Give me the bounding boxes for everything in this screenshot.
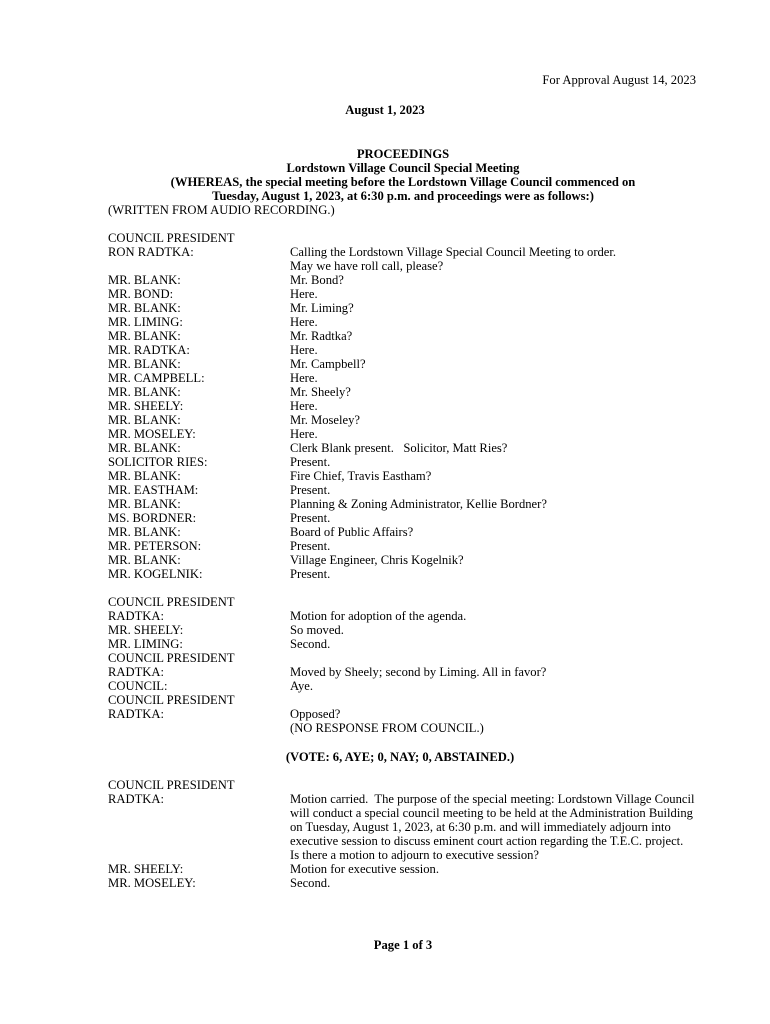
- transcript-row: [108, 483, 708, 497]
- transcript-row: [108, 553, 708, 567]
- transcript-row: [108, 413, 708, 427]
- vote-result: (VOTE: 6, AYE; 0, NAY; 0, ABSTAINED.): [285, 750, 515, 764]
- spoken-text: Motion carried. The purpose of the special meeting: Lordstown Village Council will conduct a special council meeting to be held at the Administration Building on Tuesday, August 1, 2023, at 6:30 p.m. and will immediately adjourn into executive session to discuss eminent court action regarding the T.E.C. project. Is there a motion to adjourn to executive session?: [290, 792, 695, 862]
- spoken-text: Mr. Campbell?: [290, 357, 366, 371]
- spoken-text: Here.: [290, 399, 318, 413]
- heading-line-3: (WHEREAS, the special meeting before the Lordstown Village Council commenced on: [170, 175, 636, 189]
- speaker-label: MR. MOSELEY:: [108, 427, 196, 441]
- spoken-text: Opposed? (NO RESPONSE FROM COUNCIL.): [290, 707, 484, 735]
- speaker-label: COUNCIL PRESIDENT RADTKA:: [108, 651, 235, 679]
- speaker-label: MR. BLANK:: [108, 469, 181, 483]
- transcript-row: [108, 315, 708, 329]
- transcript-row: [108, 595, 708, 623]
- spoken-text: Calling the Lordstown Village Special Council Meeting to order. May we have roll call, please?: [290, 245, 617, 273]
- transcript-row: [108, 525, 708, 539]
- spoken-text: Second.: [290, 637, 331, 651]
- roll-call-section: [108, 231, 708, 581]
- spoken-text: Mr. Radtka?: [290, 329, 353, 343]
- spoken-text: Mr. Sheely?: [290, 385, 351, 399]
- speaker-label: MS. BORDNER:: [108, 511, 197, 525]
- speaker-label: MR. BLANK:: [108, 385, 181, 399]
- speaker-label: MR. EASTHAM:: [108, 483, 199, 497]
- speaker-label: MR. CAMPBELL:: [108, 371, 205, 385]
- spoken-text: Present.: [290, 483, 331, 497]
- speaker-label: MR. BLANK:: [108, 553, 181, 567]
- spoken-text: Aye.: [290, 679, 313, 693]
- speaker-label: MR. BLANK:: [108, 329, 181, 343]
- transcript-row: [108, 301, 708, 315]
- transcript-row: [108, 637, 708, 651]
- transcript-row: [108, 567, 708, 581]
- transcript-row: [108, 385, 708, 399]
- speaker-label: MR. BOND:: [108, 287, 174, 301]
- speaker-label: COUNCIL PRESIDENT RON RADTKA:: [108, 231, 235, 259]
- spoken-text: Fire Chief, Travis Eastham?: [290, 469, 432, 483]
- speaker-label: SOLICITOR RIES:: [108, 455, 208, 469]
- agenda-motion-section: [108, 595, 708, 735]
- spoken-text: Here.: [290, 343, 318, 357]
- transcript-row: [108, 231, 708, 273]
- speaker-label: MR. SHEELY:: [108, 623, 184, 637]
- speaker-label: COUNCIL:: [108, 679, 168, 693]
- transcript-row: [108, 455, 708, 469]
- spoken-text: Here.: [290, 287, 318, 301]
- transcript-row: [108, 287, 708, 301]
- speaker-label: COUNCIL PRESIDENT RADTKA:: [108, 595, 235, 623]
- speaker-label: MR. PETERSON:: [108, 539, 202, 553]
- spoken-text: Here.: [290, 371, 318, 385]
- speaker-label: COUNCIL PRESIDENT RADTKA:: [108, 693, 235, 721]
- transcript-row: [108, 273, 708, 287]
- approval-note: For Approval August 14, 2023: [542, 73, 696, 87]
- spoken-text: Moved by Sheely; second by Liming. All in favor?: [290, 665, 547, 679]
- speaker-label: MR. BLANK:: [108, 357, 181, 371]
- spoken-text: Motion for executive session.: [290, 862, 439, 876]
- spoken-text: Mr. Liming?: [290, 301, 354, 315]
- spoken-text: Second.: [290, 876, 331, 890]
- meeting-date: August 1, 2023: [345, 103, 425, 117]
- speaker-label: MR. RADTKA:: [108, 343, 190, 357]
- transcript-row: [108, 693, 708, 735]
- transcript-row: [108, 427, 708, 441]
- spoken-text: Present.: [290, 539, 331, 553]
- transcript-row: [108, 371, 708, 385]
- speaker-label: MR. BLANK:: [108, 497, 181, 511]
- spoken-text: Mr. Bond?: [290, 273, 344, 287]
- speaker-label: MR. BLANK:: [108, 273, 181, 287]
- page-number: Page 1 of 3: [373, 938, 433, 952]
- transcript-row: [108, 539, 708, 553]
- spoken-text: Present.: [290, 455, 331, 469]
- document-heading: [108, 147, 698, 203]
- transcript-row: [108, 778, 708, 862]
- spoken-text: Village Engineer, Chris Kogelnik?: [290, 553, 464, 567]
- speaker-label: MR. BLANK:: [108, 413, 181, 427]
- transcript-row: [108, 441, 708, 455]
- transcript-row: [108, 399, 708, 413]
- transcript-row: [108, 876, 708, 890]
- transcript-row: [108, 511, 708, 525]
- transcript-row: [108, 357, 708, 371]
- transcript-row: [108, 343, 708, 357]
- transcript-row: [108, 862, 708, 876]
- spoken-text: Here.: [290, 427, 318, 441]
- spoken-text: Mr. Moseley?: [290, 413, 360, 427]
- heading-line-2: Lordstown Village Council Special Meeting: [286, 161, 520, 175]
- speaker-label: MR. MOSELEY:: [108, 876, 196, 890]
- heading-line-4: Tuesday, August 1, 2023, at 6:30 p.m. and proceedings were as follows:): [212, 189, 594, 203]
- speaker-label: MR. LIMING:: [108, 315, 183, 329]
- speaker-label: MR. BLANK:: [108, 525, 181, 539]
- recording-note: (WRITTEN FROM AUDIO RECORDING.): [108, 203, 335, 217]
- transcript-row: [108, 329, 708, 343]
- spoken-text: Clerk Blank present. Solicitor, Matt Ries?: [290, 441, 508, 455]
- speaker-label: MR. BLANK:: [108, 301, 181, 315]
- transcript-row: [108, 679, 708, 693]
- speaker-label: MR. KOGELNIK:: [108, 567, 203, 581]
- speaker-label: COUNCIL PRESIDENT RADTKA:: [108, 778, 235, 806]
- spoken-text: Here.: [290, 315, 318, 329]
- transcript-row: [108, 623, 708, 637]
- spoken-text: Motion for adoption of the agenda.: [290, 609, 467, 623]
- speaker-label: MR. BLANK:: [108, 441, 181, 455]
- speaker-label: MR. SHEELY:: [108, 862, 184, 876]
- speaker-label: MR. SHEELY:: [108, 399, 184, 413]
- transcript-row: [108, 497, 708, 511]
- spoken-text: So moved.: [290, 623, 344, 637]
- spoken-text: Present.: [290, 511, 331, 525]
- speaker-label: MR. LIMING:: [108, 637, 183, 651]
- executive-session-section: [108, 778, 708, 890]
- spoken-text: Present.: [290, 567, 331, 581]
- heading-line-1: PROCEEDINGS: [356, 147, 450, 161]
- spoken-text: Board of Public Affairs?: [290, 525, 414, 539]
- transcript-row: [108, 469, 708, 483]
- transcript-row: [108, 651, 708, 679]
- spoken-text: Planning & Zoning Administrator, Kellie Bordner?: [290, 497, 547, 511]
